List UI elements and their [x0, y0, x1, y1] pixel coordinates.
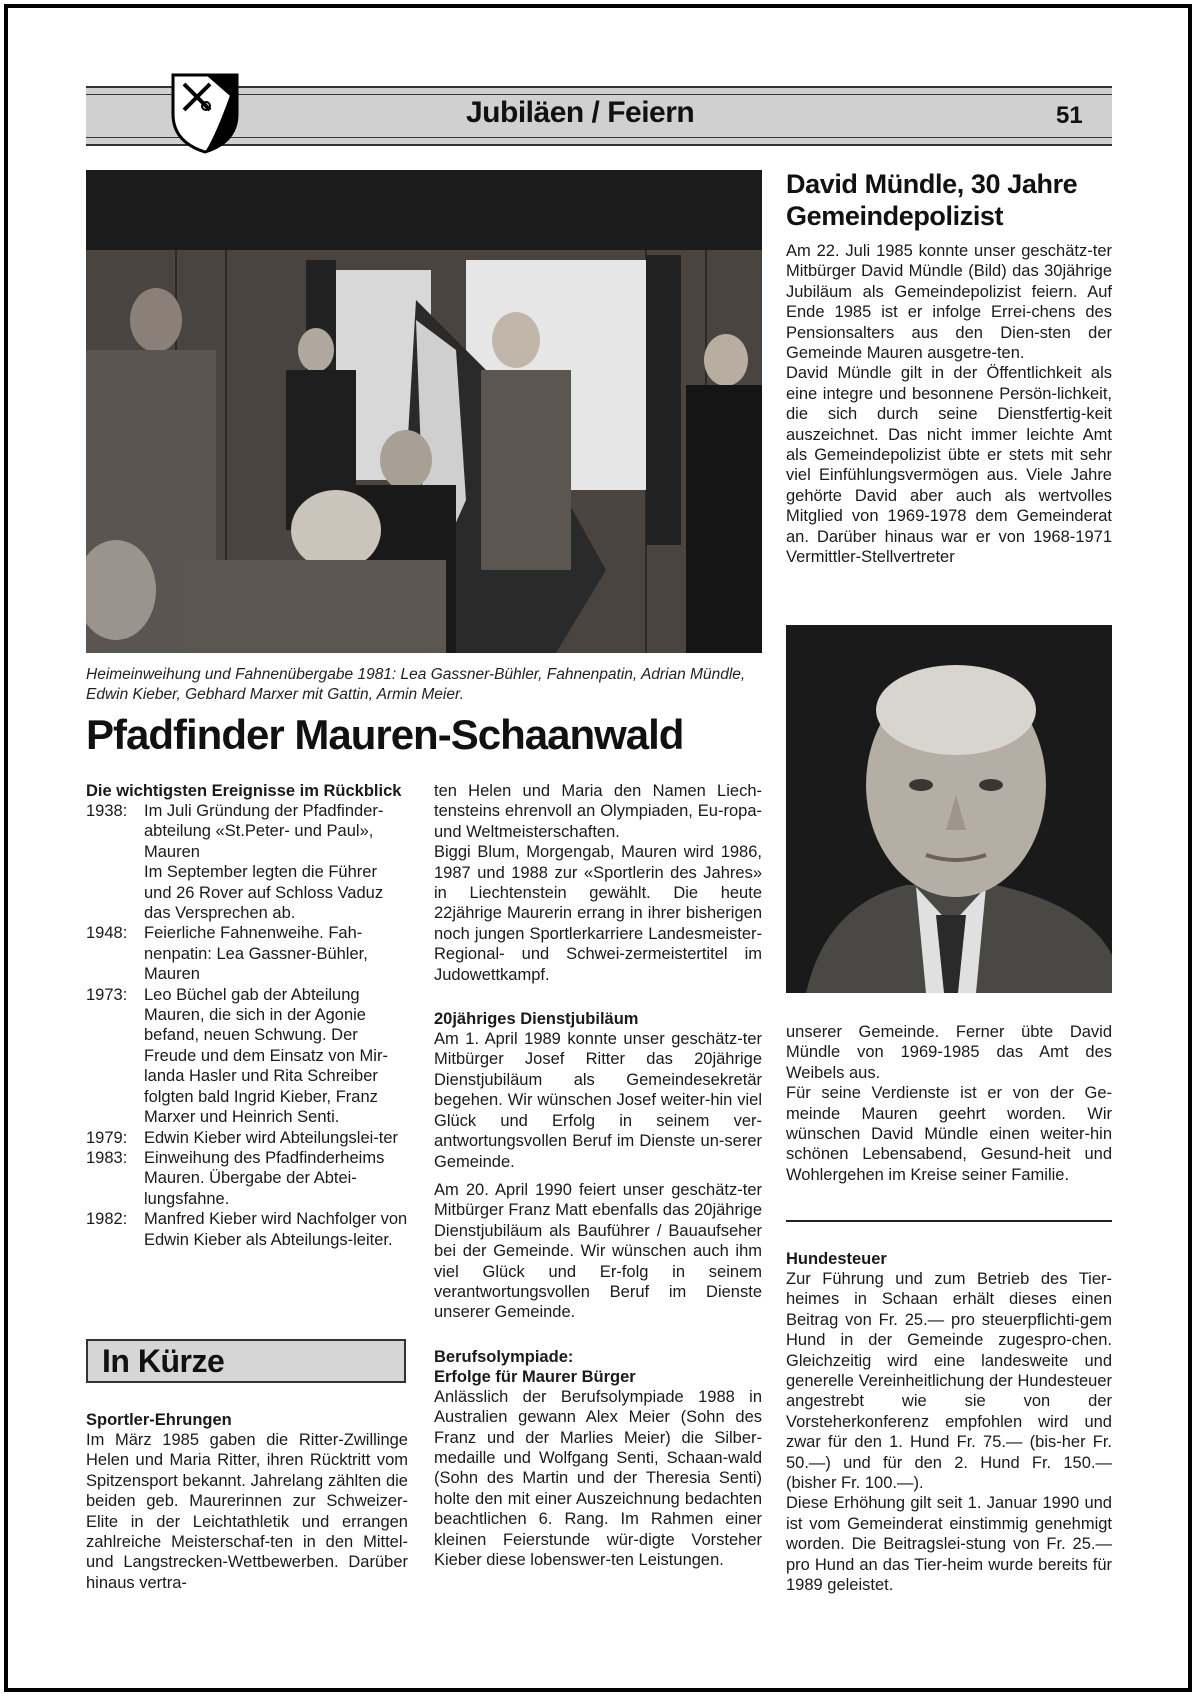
timeline-text: Feierliche Fahnenweihe. Fah-nenpatin: Lea Gassner-Bühler, Mauren	[144, 924, 368, 984]
paragraph: ten Helen und Maria den Namen Liech-tensteins ehrenvoll an Olympiaden, Eu-ropa- und Weltmeisterschaften.	[434, 782, 762, 841]
column-3-middle	[786, 1022, 1112, 1185]
portrait-photo	[786, 625, 1112, 993]
hund-heading: Hundesteuer	[786, 1250, 887, 1268]
column-1	[86, 781, 408, 1250]
sport-heading: Sportler-Ehrungen	[86, 1411, 232, 1429]
dienst-heading: 20jähriges Dienstjubiläum	[434, 1010, 639, 1029]
sport-text: Im März 1985 gaben die Ritter-Zwillinge Helen und Maria Ritter, ihren Rücktritt vom Spitzensport bekannt. Jahrelang zählten die beiden geb. Maurerinnen zur Schweizer-Elite in der Leichtathletik und errangen zahlreiche Meisterschaf-ten in den Mittel- und Langstrecken-Wettbewerben. Darüber hinaus vertra-	[86, 1431, 408, 1592]
paragraph: unserer Gemeinde. Ferner übte David Mündle von 1969-1985 das Amt des Weibels aus.	[786, 1023, 1112, 1082]
timeline-text: Manfred Kieber wird Nachfolger von Edwin Kieber als Abteilungs-leiter.	[144, 1210, 408, 1249]
paragraph: Am 22. Juli 1985 konnte unser geschätz-ter Mitbürger David Mündle (Bild) das 30jährige Jubiläum als Gemeindepolizist feiern. Auf Ende 1985 ist er infolge Errei-chens des Pensionsalters aus den Dien-sten der Gemeinde Mauren ausgetre-ten.	[786, 242, 1112, 363]
paragraph: Diese Erhöhung gilt seit 1. Januar 1990 und ist vom Gemeinderat einstimmig genehmigt worden. Die Beitragslei-stung von Fr. 25.— pro Hund an das Tier-heim wurde bereits für 1989 geleistet.	[786, 1494, 1112, 1595]
column-1-lower	[86, 1410, 408, 1593]
timeline-year: 1948:	[86, 924, 128, 943]
group-photo-icon	[86, 170, 762, 653]
paragraph: Am 1. April 1989 konnte unser geschätz-ter Mitbürger Josef Ritter das 20jährige Dienstjubiläum als Gemeindesekretär begehen. Wir wünschen Josef weiter-hin viel Glück und Erfolg in seinem ver-antwortungsvollen Beruf im Dienste un-serer Gemeinde.	[434, 1030, 762, 1171]
timeline-year: 1979:	[86, 1128, 128, 1147]
page-number: 51	[1056, 102, 1083, 129]
in-kuerze-label: In Kürze	[102, 1343, 225, 1379]
timeline-heading: Die wichtigsten Ereignisse im Rückblick	[86, 782, 402, 800]
article-title: Pfadfinder Mauren-Schaanwald	[86, 711, 684, 758]
paragraph: Zur Führung und zum Betrieb des Tier-heimes in Schaan erhält dieses einen Beitrag von Fr. 25.— pro steuerpflichti-gem Hund in der Gemeinde zugespro-chen. Gleichzeitig wird eine landesweite und generelle Vereinheitlichung der Hundesteuer angestrebt wie sie von der Vorsteherkonferenz empfohlen wird und zwar für den 1. Hund Fr. 75.— (bis-her Fr. 50.—) und für den 2. Hund Fr. 150.— (bisher Fr. 100.—).	[786, 1270, 1112, 1493]
timeline-year: 1973:	[86, 985, 128, 1004]
timeline-text: Im Juli Gründung der Pfadfinder-abteilung «St.Peter- und Paul», Mauren	[144, 802, 384, 861]
timeline-year: 1982:	[86, 1210, 128, 1229]
timeline-year	[86, 862, 144, 923]
side-article-title: David Mündle, 30 Jahre Gemeindepolizist	[786, 169, 1078, 231]
group-photo	[86, 170, 762, 653]
portrait-icon	[786, 625, 1112, 993]
timeline	[86, 801, 408, 1250]
column-3-top	[786, 241, 1112, 568]
beruf-heading: Berufsolympiade:	[434, 1347, 574, 1366]
paragraph: David Mündle gilt in der Öffentlichkeit als eine integre und besonnene Persön-lichkeit, die sich durch seine Dienstfertig-keit auszeichnet. Das nicht immer leichte Amt als Gemeindepolizist übte er stets mit sehr viel Einfühlungsvermögen aus. Viele Jahre gehörte David aber auch als wertvolles Mitglied von 1969-1978 dem Gemeinderat an. Darüber hinaus war er von 1968-1971 Vermittler-Stellvertreter	[786, 364, 1112, 567]
section-divider	[786, 1220, 1112, 1222]
paragraph: Am 20. April 1990 feiert unser geschätz-ter Mitbürger Franz Matt ebenfalls das 20jährige Dienstjubiläum als Bauführer / Bauaufseher bei der Gemeinde. Wir wünschen auch ihm viel Glück und Er-folg in seinem verantwortungsvollen Beruf im Dienste unserer Gemeinde.	[434, 1180, 762, 1322]
column-2	[434, 781, 762, 1570]
paragraph: Biggi Blum, Morgengab, Mauren wird 1986, 1987 und 1988 zur «Sportlerin des Jahres» in Liechtenstein gewählt. Die heute 22jährige Maurerin errang in ihrer bisherigen noch jungen Sportlerkarriere Landesmeister-Regional- und Schwei-zermeistertitel im Judowettkampf.	[434, 843, 762, 984]
timeline-year: 1983:	[86, 1148, 128, 1167]
photo-caption: Heimeinweihung und Fahnenübergabe 1981: Lea Gassner-Bühler, Fahnenpatin, Adrian Mündle, Edwin Kieber, Gebhard Marxer mit Gattin, Armin Meier.	[86, 666, 746, 703]
municipal-coat-of-arms-icon	[170, 72, 240, 154]
timeline-text: Edwin Kieber wird Abteilungslei-ter	[144, 1128, 399, 1147]
timeline-text: Leo Büchel gab der Abteilung Mauren, die sich in der Agonie befand, neuen Schwung. Der Freude und dem Einsatz von Mir-landa Hasler und Rita Schreiber folgten bald Ingrid Kieber, Franz Marxer und Heinrich Senti.	[144, 985, 388, 1127]
column-3-bottom	[786, 1249, 1112, 1596]
in-kuerze-box	[86, 1339, 406, 1383]
timeline-text: Einweihung des Pfadfinderheims Mauren. Übergabe der Abtei-lungsfahne.	[144, 1148, 385, 1208]
beruf-subheading: Erfolge für Maurer Bürger	[434, 1367, 636, 1386]
paragraph: Für seine Verdienste ist er von der Ge-meinde Mauren geehrt worden. Wir wünschen David Mündle einen weiter-hin schönen Lebensabend, Gesund-heit und Wohlergehen im Kreise seiner Familie.	[786, 1084, 1112, 1184]
timeline-year: 1938:	[86, 802, 128, 820]
paragraph: Anlässlich der Berufsolympiade 1988 in Australien gewann Alex Meier (Sohn des Franz und der Marlies Meier) die Silber-medaille und Wolfgang Senti, Schaan-wald (Sohn des Martin und der Theresia Senti) holte den mit einer Auszeichnung bedachten beachtlichen 6. Rang. Im Rahmen einer kleinen Feierstunde wür-digte Vorsteher Kieber diese lobenswer-ten Leistungen.	[434, 1387, 762, 1569]
section-title: Jubiläen / Feiern	[466, 96, 695, 129]
page-header	[86, 86, 1112, 148]
timeline-text: Im September legten die Führer und 26 Rover auf Schloss Vaduz das Versprechen ab.	[144, 863, 384, 923]
